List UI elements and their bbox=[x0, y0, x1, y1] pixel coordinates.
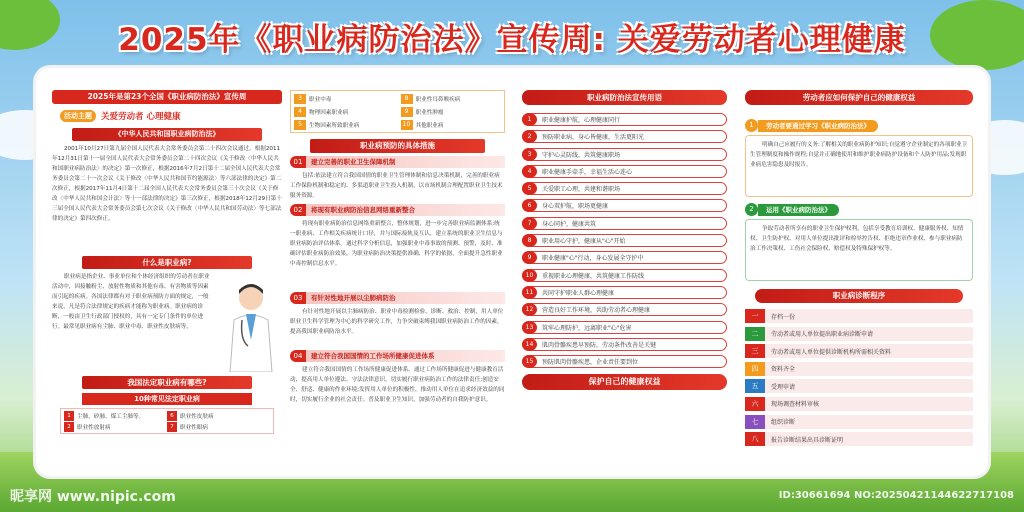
measures-title: 职业病预防的具体措施 bbox=[310, 139, 485, 153]
step-number: 三 bbox=[745, 344, 765, 358]
ten-diseases-title: 10种常见法定职业病 bbox=[82, 393, 252, 405]
measure-text: 将现有职业病防治信息网络重新整合，整体规划，进一步完善职业病监测体系;统一职业病、工作相关疾病统计口径，并与国际接轨及互认，建立系统的职业卫生信息与职业病防治评估体系。通过科学分析信息，加强职业中毒事故的预测、预警，及时、准确评估职业病防治效果，为职业病防治决策提供准确、科学的依据，全面提升急性职业中毒控制信息水平。 bbox=[290, 221, 503, 267]
step-label: 资料齐全 bbox=[771, 366, 796, 374]
rights-title: 劳动者应如何保护自己的健康权益 bbox=[745, 90, 973, 105]
measure-heading bbox=[290, 204, 505, 216]
step-number: 六 bbox=[745, 397, 765, 411]
slogan-text: 职业用心守护，健康从"心"开始 bbox=[542, 238, 626, 246]
slogan-list bbox=[522, 113, 727, 368]
watermark-left: 昵享网 www.nipic.com bbox=[10, 489, 176, 505]
slogan-text: 营造良好工作环境，共助劳动者心理健康 bbox=[542, 307, 651, 315]
slogan-text: 职业健康护航，心理健康同行 bbox=[542, 117, 621, 124]
slogan-number: 5 bbox=[522, 182, 537, 195]
slogan-number: 7 bbox=[522, 217, 537, 230]
measure-number: 02 bbox=[290, 204, 306, 216]
grid-label: 职业中毒 bbox=[309, 96, 332, 103]
legal-title: 我国法定职业病有哪些? bbox=[82, 376, 252, 389]
measure-title: 建立符合我国国情的工作场所健康促进体系 bbox=[306, 350, 505, 362]
disease-label: 尘肺、矽肺、煤工尘肺等。 bbox=[77, 413, 145, 420]
slogan-item bbox=[522, 130, 727, 143]
disease-item bbox=[167, 410, 270, 421]
disease-item bbox=[64, 410, 167, 421]
slogan-text: 预防肌肉骨骼疾患，企业责任要到位 bbox=[542, 359, 639, 367]
law-title: 《中华人民共和国职业病防治法》 bbox=[72, 128, 262, 141]
grid-number: 4 bbox=[294, 107, 306, 117]
diagnosis-step bbox=[745, 327, 973, 341]
disease-label: 职业性眼病 bbox=[180, 424, 208, 431]
slogan-item bbox=[522, 338, 727, 351]
disease-label: 职业性放射病 bbox=[77, 424, 111, 431]
disease-number: 6 bbox=[167, 411, 177, 421]
disease-grid bbox=[290, 90, 505, 133]
sub1-text: 明确自己应履行的义务:了解相关的职业病防护知识;自觉遵守企业制定的各项职业卫生管理制度和操作规程;自觉并正确地使用和维护职业病防护设备和个人防护用品;发现职业病危害隐患及时报告。 bbox=[745, 135, 973, 197]
grid-number: 3 bbox=[294, 94, 306, 104]
slogan-number: 15 bbox=[522, 355, 537, 368]
step-label: 存档一份 bbox=[771, 313, 796, 321]
slogan-text: 筑牢心理防护，远离职业"心"危害 bbox=[542, 324, 632, 332]
slogan-text: 守护心灵防线，共筑健康职场 bbox=[542, 151, 621, 159]
grid-item bbox=[294, 106, 395, 117]
slogan-text: 职业健康手牵手，幸福生活心连心 bbox=[542, 168, 633, 176]
step-number: 八 bbox=[745, 432, 765, 446]
grid-label: 生物因素所致职业病 bbox=[309, 122, 360, 129]
grid-number: 8 bbox=[401, 94, 413, 104]
measure-heading bbox=[290, 350, 505, 362]
slogan-item bbox=[522, 303, 727, 316]
slogan-text: 职业健康"心"行动，身心发展全守护中 bbox=[542, 255, 644, 263]
grid-label: 物理因素职业病 bbox=[309, 109, 349, 116]
slogan-number: 12 bbox=[522, 303, 537, 316]
diagnosis-steps bbox=[745, 309, 973, 446]
grid-number: 10 bbox=[401, 120, 413, 130]
diagnosis-step bbox=[745, 344, 973, 358]
diagnosis-step bbox=[745, 432, 973, 446]
measure-title: 建立完善的职业卫生保障机制 bbox=[306, 156, 505, 168]
column-measures bbox=[290, 90, 505, 425]
sub2-title: 运用《职业病防治法》 bbox=[758, 204, 839, 216]
disease-list bbox=[60, 408, 274, 434]
diagnosis-step bbox=[745, 397, 973, 411]
step-label: 报告诊断结果出具诊断证明 bbox=[771, 436, 844, 444]
measure-text: 建立符合我国国情的工作场所健康促进体系。通过工作场所健康促进与健康教育活动，提高用人单位遵法、守法法律意识，切实履行职业病防治工作的法律责任;创造安全、舒适、健康的作业环境;发挥用人单位的积极性，推动用人单位在追求经济效益的同时，切实履行企业的社会责任。普及职业卫生知识，加强劳动者的自我防护意识。 bbox=[290, 367, 505, 403]
step-number: 七 bbox=[745, 415, 765, 429]
grid-item bbox=[401, 93, 502, 104]
grid-item bbox=[401, 106, 502, 117]
slogan-item bbox=[522, 286, 727, 299]
slogan-item bbox=[522, 182, 727, 195]
slogan-number: 10 bbox=[522, 269, 537, 282]
slogans-title: 职业病防治法宣传用语 bbox=[522, 90, 727, 105]
column-slogans bbox=[522, 90, 727, 390]
diagnosis-step bbox=[745, 379, 973, 393]
what-section bbox=[52, 272, 282, 372]
slogan-number: 4 bbox=[522, 165, 537, 178]
diagnosis-step bbox=[745, 362, 973, 376]
slogan-number: 14 bbox=[522, 338, 537, 351]
slogans-footer: 保护自己的健康权益 bbox=[522, 374, 727, 390]
what-title: 什么是职业病? bbox=[82, 256, 252, 269]
watermark-right: ID:30661694 NO:20250421144622717108 bbox=[778, 490, 1014, 501]
disease-item bbox=[167, 421, 270, 432]
sub2-number-icon: 2 bbox=[745, 203, 758, 216]
grid-label: 职业性肿瘤 bbox=[415, 109, 444, 116]
step-number: 五 bbox=[745, 379, 765, 393]
measure-heading bbox=[290, 292, 505, 304]
step-number: 一 bbox=[745, 309, 765, 323]
slogan-item bbox=[522, 148, 727, 161]
step-label: 劳动者或用人单位提供诊断机构所需相关资料 bbox=[771, 348, 892, 356]
column-law bbox=[52, 90, 282, 434]
measure-text: 包括:依法建立符合我国国情的职业卫生管理体制和信息决策机制，完善的职业病工作保险机制和稳定的、多渠道职业卫生投入机制，以市场机制合理配置职业卫生技术服务资源。 bbox=[290, 173, 503, 199]
rights-sub1 bbox=[745, 119, 973, 132]
slogan-number: 2 bbox=[522, 130, 537, 143]
slogan-item bbox=[522, 234, 727, 247]
sub2-text: 争取劳动者所享有的职业卫生保护权利，包括享受教育培训权、健康服务权、知情权、卫生防护权、对用人单位提出批评和检举控告权、拒绝违章作业权、参与职业病防治工作决策权、工伤社会保险权、赔偿权及特殊保护权等。 bbox=[745, 219, 973, 281]
step-label: 劳动者或用人单位提出职业病诊断申请 bbox=[771, 331, 874, 339]
step-number: 四 bbox=[745, 362, 765, 376]
theme-text: 关爱劳动者 心理健康 bbox=[101, 112, 181, 122]
theme-badge: 活动主题 bbox=[60, 110, 96, 122]
what-text: 职业病是指企业、事业单位和个体经济组织的劳动者在职业活动中，因接触粉尘、放射性物质和其他有毒、有害物质等因素而引起的疾病。各国法律都有对于职业病预防方面的规定，一般来说，凡是符合法律规定的疾病才能称为职业病。职业病的诊断，一般由卫生行政部门授权的，具有一定专门条件的单位进行。最常见职业病有尘肺、职业中毒、职业性皮肤病等。 bbox=[52, 274, 210, 330]
slogan-number: 13 bbox=[522, 321, 537, 334]
measure-number: 01 bbox=[290, 156, 306, 168]
step-label: 受理申请 bbox=[771, 383, 796, 391]
disease-label: 职业性皮肤病 bbox=[180, 413, 214, 420]
step-label: 组织诊断 bbox=[771, 419, 796, 427]
diagnosis-step bbox=[745, 309, 973, 323]
grid-item bbox=[294, 119, 395, 130]
column-rights bbox=[745, 90, 973, 450]
slogan-number: 8 bbox=[522, 234, 537, 247]
measure-number: 04 bbox=[290, 350, 306, 362]
theme-row bbox=[60, 109, 282, 123]
slogan-number: 9 bbox=[522, 251, 537, 264]
slogan-number: 1 bbox=[522, 113, 537, 126]
grid-number: 9 bbox=[401, 107, 413, 117]
slogan-item bbox=[522, 199, 727, 212]
slogan-item bbox=[522, 165, 727, 178]
grid-number: 5 bbox=[294, 120, 306, 130]
slogan-item bbox=[522, 217, 727, 230]
page-title: 2025年《职业病防治法》宣传周: 关爱劳动者心理健康 bbox=[118, 22, 906, 58]
slogan-number: 11 bbox=[522, 286, 537, 299]
measure-number: 03 bbox=[290, 292, 306, 304]
slogan-text: 身心同护，健康共筑 bbox=[542, 220, 597, 228]
sub1-title: 劳动者要通过学习《职业病防治法》 bbox=[758, 120, 878, 132]
sub1-number-icon: 1 bbox=[745, 119, 758, 132]
grid-item bbox=[401, 119, 502, 130]
rights-sub2 bbox=[745, 203, 973, 216]
disease-number: 2 bbox=[64, 422, 74, 432]
measure-title: 有针对性地开展以尘肺病防治 bbox=[306, 292, 505, 304]
measure-text: 有针对性地开展以尘肺病防治、职业中毒检测检验、诊断、救治、控制，用人单位职业卫生科学管理为中心的科学研究工作，力争突破束缚我国职业病防治工作的因素，提高我国职业病防治水平。 bbox=[290, 309, 504, 335]
slogan-number: 6 bbox=[522, 199, 537, 212]
doctor-illustration bbox=[222, 280, 280, 372]
step-number: 二 bbox=[745, 327, 765, 341]
slogan-item bbox=[522, 113, 727, 126]
grid-item bbox=[294, 93, 395, 104]
slogan-item bbox=[522, 269, 727, 282]
slogan-item bbox=[522, 321, 727, 334]
grid-label: 其他职业病 bbox=[415, 122, 444, 129]
week-header: 2025年是第23个全国《职业病防治法》宣传周 bbox=[52, 90, 282, 104]
slogan-text: 身心双护航，职场更健康 bbox=[542, 203, 609, 211]
disease-item bbox=[64, 421, 167, 432]
slogan-item bbox=[522, 251, 727, 264]
diagnosis-title: 职业病诊断程序 bbox=[755, 289, 963, 303]
measure-title: 将现有职业病防治信息网络重新整合 bbox=[306, 204, 505, 216]
slogan-text: 关爱职工心理，共建和谐职场 bbox=[542, 186, 621, 194]
slogan-text: 肌肉骨骼疾患早预防，劳动条件改善是关键 bbox=[542, 341, 657, 349]
law-text: 2001年10月27日第九届全国人民代表大会常务委员会第二十四次会议通过，根据2011年12月31日第十一届全国人民代表大会常务委员会第二十四次会议《关于修改〈中华人民共和国职业病防治法〉的决定》第一次修正，根据2016年7月2日第十二届全国人民代表大会常务委员会第二十一次会议《关于修改〈中华人民共和国节约能源法〉等六部法律的决定》第二次修正，根据2017年11月4日第十二届全国人民代表大会常务委员会第三十次会议《关于修改〈中华人民共和国会计法〉等十一部法律的决定》第三次修正，根据2018年12月29日第十三届全国人民代表大会常务委员会第七次会议《关于修改〈中华人民共和国劳动法〉等七部法律的决定》第四次修正。 bbox=[52, 146, 282, 222]
slogan-item bbox=[522, 355, 727, 368]
diagnosis-step bbox=[745, 415, 973, 429]
slogan-text: 重视职业心理健康，共筑健康工作防线 bbox=[542, 272, 645, 280]
disease-number: 7 bbox=[167, 422, 177, 432]
grid-label: 职业性耳鼻喉疾病 bbox=[415, 96, 461, 103]
slogan-text: 预防职业病，身心皆健康，生活更阳光 bbox=[542, 134, 645, 142]
step-label: 现场调查材料审核 bbox=[771, 401, 820, 409]
measure-heading bbox=[290, 156, 505, 168]
disease-number: 1 bbox=[64, 411, 74, 421]
slogan-text: 共同守护职业人群心理健康 bbox=[542, 289, 615, 297]
slogan-number: 3 bbox=[522, 148, 537, 161]
